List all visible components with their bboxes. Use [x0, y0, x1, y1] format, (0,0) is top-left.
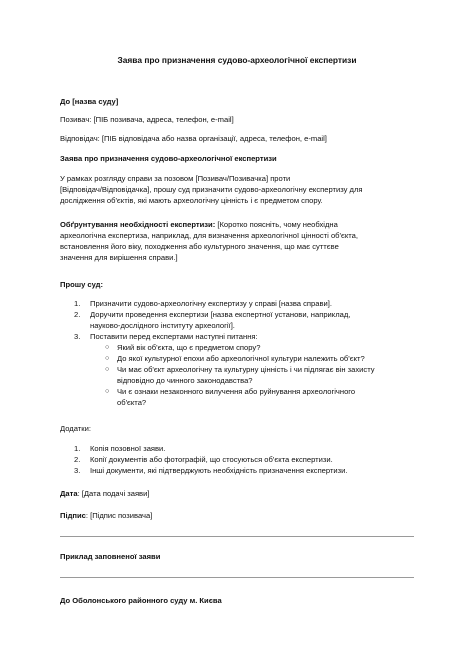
plaintiff-line: Позивач: [ПІБ позивача, адреса, телефон, e-mail]: [60, 115, 234, 124]
justification-line: встановлення його віку, походження або культурного значення, що має суттєве: [60, 242, 339, 251]
question-text: Який вік об'єкта, що є предметом спору?: [117, 343, 261, 352]
date-line: [60, 488, 416, 499]
question-text: відповідно до чинного законодавства?: [117, 376, 253, 385]
intro-line: [Відповідач/Відповідачка], прошу суд призначити судово-археологічну експертизу для: [60, 185, 363, 194]
question-text: Чи має об'єкт археологічну та культурну цінність і чи підлягає він захисту: [117, 365, 375, 374]
question-text: До якої культурної епохи або археологічної культури належить об'єкт?: [117, 354, 365, 363]
list-item: [60, 443, 416, 454]
circle-bullet-icon: ○: [105, 355, 110, 362]
date-value: : [Дата подачі заяви]: [77, 489, 150, 498]
list-item: [60, 465, 416, 476]
list-item: [60, 353, 416, 364]
intro-line: У рамках розгляду справи за позовом [Позивач/Позивачка] проти: [60, 174, 291, 183]
example-court-line: До Оболонського районного суду м. Києва: [60, 596, 222, 605]
question-text: об'єкта?: [117, 398, 147, 407]
question-list: [60, 342, 416, 408]
request-list: [60, 298, 416, 342]
attachments-list: [60, 443, 416, 476]
list-item: [60, 454, 416, 465]
list-item: [60, 331, 416, 342]
list-number: 2.: [74, 455, 81, 464]
request-heading: Прошу суд:: [60, 280, 104, 289]
list-item-text: науково-дослідного інституту археології].: [90, 321, 235, 330]
circle-bullet-icon: ○: [105, 366, 110, 373]
justification-label: Обґрунтування необхідності експертизи:: [60, 220, 216, 229]
attachment-text: Інші документи, які підтверджують необхідність призначення експертизи.: [90, 466, 348, 475]
signature-value: : [Підпис позивача]: [85, 511, 153, 520]
list-number: 3.: [74, 332, 81, 341]
circle-bullet-icon: ○: [105, 388, 110, 395]
justification-paragraph: [60, 219, 416, 263]
attachment-text: Копія позовної заяви.: [90, 444, 166, 453]
list-number: 2.: [74, 310, 81, 319]
date-label: Дата: [60, 489, 78, 498]
list-number: 1.: [74, 299, 81, 308]
list-item: [60, 342, 416, 353]
justification-line: [60, 219, 416, 230]
signature-label: Підпис: [60, 511, 86, 520]
defendant-line: Відповідач: [ПІБ відповідача або назва організації, адреса, телефон, e-mail]: [60, 134, 327, 143]
divider: [60, 577, 414, 578]
list-number: 1.: [74, 444, 81, 453]
justification-line: значення для вирішення справи.]: [60, 253, 178, 262]
list-item-text: Призначити судово-археологічну експертизу у справі [назва справи].: [90, 299, 332, 308]
circle-bullet-icon: ○: [105, 344, 110, 351]
list-item: [60, 386, 416, 408]
list-item-text: Доручити проведення експертизи [назва експертної установи, наприклад,: [90, 310, 351, 319]
list-item: [60, 364, 416, 386]
justification-text: [Коротко поясніть, чому необхідна: [215, 220, 338, 229]
court-line: До [назва суду]: [60, 97, 119, 106]
attachment-text: Копії документів або фотографій, що стосуються об'єкта експертизи.: [90, 455, 333, 464]
list-item-text: Поставити перед експертами наступні питання:: [90, 332, 258, 341]
list-item: [60, 298, 416, 309]
attachments-heading: Додатки:: [60, 424, 91, 433]
list-item: [60, 309, 416, 331]
signature-line: [60, 510, 416, 521]
question-text: Чи є ознаки незаконного вилучення або руйнування археологічного: [117, 387, 356, 396]
divider: [60, 536, 414, 537]
example-heading: Приклад заповненої заяви: [60, 552, 161, 561]
justification-line: археологічна експертиза, наприклад, для визначення археологічної цінності об'єкта,: [60, 231, 358, 240]
intro-line: дослідження об'єктів, які мають археологічну цінність і є предметом спору.: [60, 196, 323, 205]
document-title: Заява про призначення судово-археологічної експертизи: [117, 55, 357, 65]
intro-paragraph: [60, 173, 416, 206]
list-number: 3.: [74, 466, 81, 475]
section-heading: Заява про призначення судово-археологічної експертизи: [60, 154, 277, 163]
